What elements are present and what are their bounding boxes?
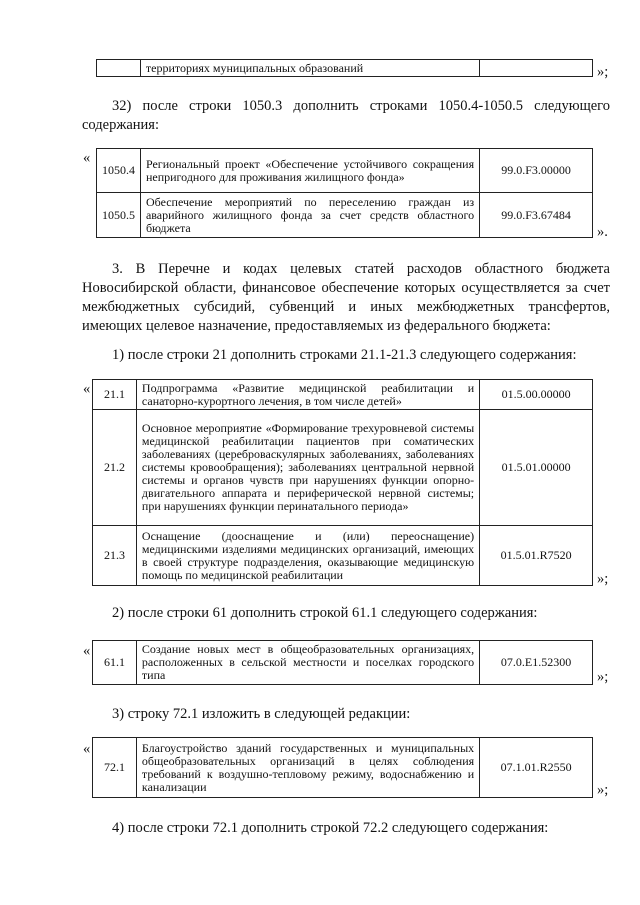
paragraph-3: 3. В Перечне и кодах целевых статей расходов областного бюджета Новосибирской области, финансовое обеспечение которых осуществляется за счет межбюджетных субсидий, субвенций и иных межбюджетных трансфертов, имеющих целевое назначение, предоставляемых из федерального бюджета: [82,261,610,334]
row-kbk: 07.0.E1.52300 [480,641,593,685]
table-row [93,410,593,526]
row-code: 21.3 [93,526,137,586]
close-quote: »; [597,782,609,798]
row-kbk: 01.5.01.R7520 [480,526,593,586]
close-quote: »; [597,64,609,80]
close-quote: »; [597,669,609,685]
table-row [93,738,593,798]
table-row [93,526,593,586]
paragraph-4: 4) после строки 72.1 дополнить строкой 72.2 следующего содержания: [112,820,549,836]
open-quote: « [83,150,91,166]
table-61 [92,640,593,685]
row-text: Обеспечение мероприятий по переселению граждан из аварийного жилищного фонда за счет средств областного бюджета [140,193,479,238]
table-row [97,149,593,193]
table-row [93,380,593,410]
row-text: Благоустройство зданий государственных и муниципальных общеобразовательных организаций в целях соблюдения требований к воздушно-тепловому режиму, водоснабжению и канализации [136,738,479,798]
table-row [97,193,593,238]
open-quote: « [83,741,91,757]
row-text: Основное мероприятие «Формирование трехуровневой системы медицинской реабилитации пациентов при соматических заболеваниях (цереброваскулярных заболеваниях, заболеваниях системы кровообращения); заболеваниях центральной нервной системы и органов чувств при нарушениях функции опорно-двигательного аппарата и периферической нервной системы; при нарушениях функции перинатального периода» [136,410,479,526]
paragraph-3b: 3) строку 72.1 изложить в следующей редакции: [112,706,411,722]
row-kbk [480,60,593,77]
row-text: Создание новых мест в общеобразовательных организациях, расположенных в сельской местности и поселках городского типа [136,641,479,685]
row-text: Региональный проект «Обеспечение устойчивого сокращения непригодного для проживания жилищного фонда» [140,149,479,193]
row-kbk: 07.1.01.R2550 [480,738,593,798]
row-code: 1050.5 [97,193,141,238]
paragraph-32: 32) после строки 1050.3 дополнить строками 1050.4-1050.5 следующего содержания: [82,98,610,133]
table-row [97,60,593,77]
row-code: 72.1 [93,738,137,798]
table-1050 [96,148,593,238]
row-code: 21.1 [93,380,137,410]
paragraph-1: 1) после строки 21 дополнить строками 21.1-21.3 следующего содержания: [112,347,577,363]
table-continuation [96,59,593,77]
close-quote: »; [597,571,609,587]
row-text: Подпрограмма «Развитие медицинской реабилитации и санаторно-курортного лечения, в том числе детей» [136,380,479,410]
row-kbk: 99.0.F3.67484 [480,193,593,238]
row-code: 21.2 [93,410,137,526]
row-kbk: 01.5.01.00000 [480,410,593,526]
row-kbk: 99.0.F3.00000 [480,149,593,193]
table-row [93,641,593,685]
table-21 [92,379,593,586]
row-code: 1050.4 [97,149,141,193]
row-kbk: 01.5.00.00000 [480,380,593,410]
row-text: Оснащение (дооснащение и (или) переоснащение) медицинскими изделиями медицинских организаций, имеющих в своей структуре подразделения, оказывающие медицинскую помощь по медицинской реабилитации [136,526,479,586]
open-quote: « [83,643,91,659]
row-code [97,60,141,77]
paragraph-2: 2) после строки 61 дополнить строкой 61.1 следующего содержания: [112,605,538,621]
row-code: 61.1 [93,641,137,685]
open-quote: « [83,381,91,397]
table-72 [92,737,593,798]
row-text: территориях муниципальных образований [140,60,479,77]
close-quote: ». [597,224,608,240]
